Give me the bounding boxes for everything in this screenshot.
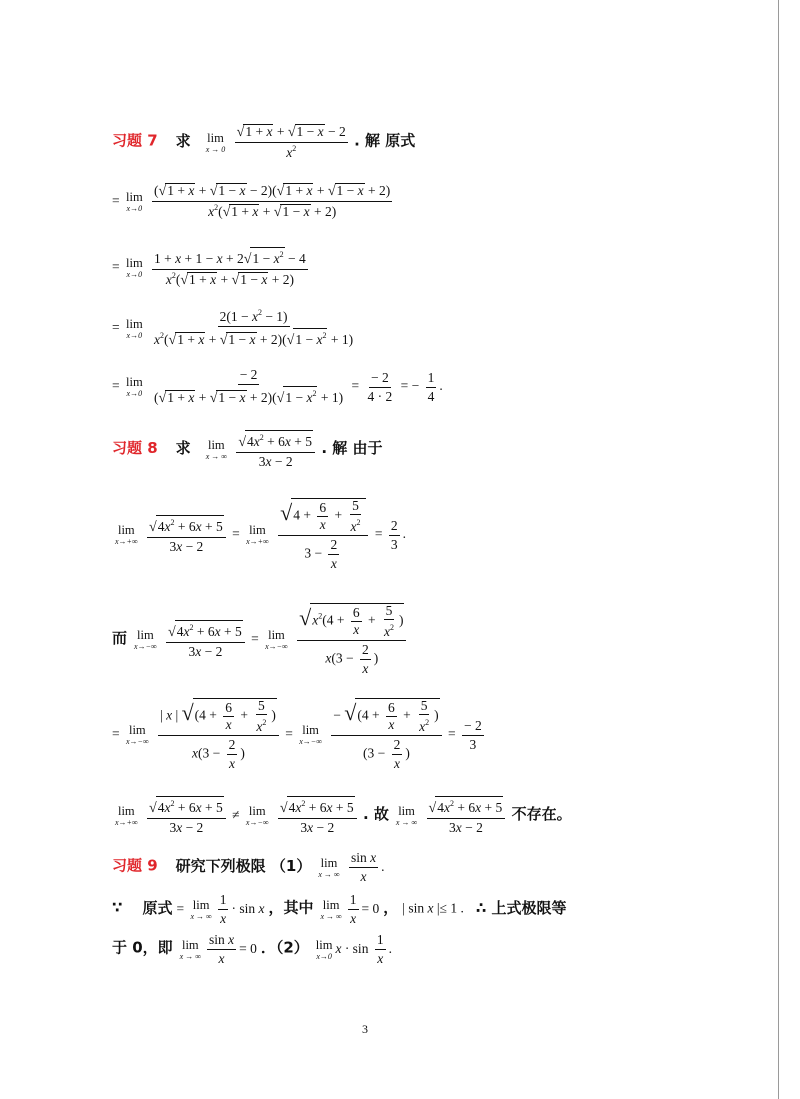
p9-therefore: ∴ 上式极限等 xyxy=(475,898,567,917)
problem-7-header: 习题 7 求 lim x → 0 $\frac{√1 + x + √1 - x - 2}{x^2}$ . 解 原式 xyxy=(112,124,416,160)
page-edge xyxy=(778,0,779,1099)
p9-yuanshi: 原式 xyxy=(142,898,173,917)
problem-7-label: 习题 7 xyxy=(112,131,158,150)
problem-8-after: . 解 由于 xyxy=(321,439,383,458)
p9-part2: ．（2） xyxy=(260,938,309,957)
p9-qizhong: ，其中 xyxy=(268,898,314,917)
problem-9-label: 习题 9 xyxy=(112,856,158,875)
p7-step-2: = lim x→0 $\frac{1 + x + 1 - x + 2√1 - x^2 - 4}{x^2(√1 + x + √1 - x + 2)}$ xyxy=(112,247,311,289)
p8-gu: . 故 xyxy=(362,805,389,824)
problem-8-label: 习题 8 xyxy=(112,439,158,458)
p9-because: ∵ xyxy=(112,898,123,917)
problem-8-header: 习题 8 求 lim x → ∞ $\frac{√4x^2 + 6x + 5}{3x - 2}$ . 解 由于 xyxy=(112,430,383,470)
p8-abs-step: = lim x→−∞ | x | √(4 + $\frac{6}{x}$ + $\frac{5}{x^2}$ ) x(3 − $\frac{2}{x}$ ) = lim x→−∞ − √(4 + $\frac{6}{x}$ + $\frac{5}{x^2}$ ) (3 − $\frac{2}{x}$ ) = $\frac{- 2}{3}$ xyxy=(112,698,482,771)
p7-step-1: = lim x→0 $\frac{(√1 + x + √1 - x - 2)(√1 + x + √1 - x + 2)}{x^2(√1 + x + √1 - x + 2)}$ xyxy=(112,183,391,220)
p7-step-3: = lim x→0 $\frac{2(1 - x^2 - 1)}{x^2(√1 + x + √1 - x + 2)(√1 - x^2 + 1)}$ xyxy=(112,308,354,348)
p8-conclusion: lim x→+∞ $\frac{√4x^2 + 6x + 5}{3x - 2}$ ≠ lim x→−∞ $\frac{√4x^2 + 6x + 5}{3x - 2}$ . 故 lim x → ∞ $\frac{√4x^2 + 6x + 5}{3x - 2}$ 不存在。 xyxy=(112,796,572,836)
p9-line-3: 于 0，即 lim x → ∞ $\frac{\text{sin x}}{x}$ = 0 ．（2） lim x→0 x · sin $\frac{1}{x}$ . xyxy=(112,932,392,966)
p8-not-exist: 不存在。 xyxy=(511,805,572,824)
problem-9-header: 习题 9 研究下列极限 （1） lim x → ∞ $\frac{\text{sin x}}{x}$ . xyxy=(112,850,385,884)
p8-plus-inf: lim x→+∞ $\frac{√4x^2 + 6x + 5}{3x - 2}$ = lim x→+∞ √4 + $\frac{6}{x}$ + $\frac{5}{x^2}$ 3 − $\frac{2}{x}$ = $\frac{2}{3}$ . xyxy=(115,498,406,571)
problem-9-title: 研究下列极限 （1） xyxy=(175,856,312,875)
p8-minus-inf: 而 lim x→−∞ $\frac{√4x^2 + 6x + 5}{3x - 2}$ = lim x→−∞ $√x^2(4$ + $\frac{6}{x}$ + $\frac{5}{x^2}$ ) x(3 − $\frac{2}{x}$ ) xyxy=(112,603,409,677)
problem-8-ask: 求 xyxy=(175,439,191,458)
p9-line-2: ∵ 原式 = lim x → ∞ $\frac{1}{x}$ · sin x ，其中 lim x → ∞ $\frac{1}{x}$ = 0 ， | sin x |≤ 1 . ∴ 上式极限等 xyxy=(112,892,567,926)
p9-line3a: 于 0，即 xyxy=(112,938,173,957)
p7-step-4: = lim x→0 $\frac{- 2}{(√1 + x + √1 - x + 2)(√1 - x^2 + 1)}$ = $\frac{- 2}{4 \cdot 2}$ = − $\frac{1}{4}$ . xyxy=(112,367,443,406)
p8-and: 而 xyxy=(112,629,128,648)
page-number: 3 xyxy=(362,1022,368,1036)
problem-7-after: . 解 原式 xyxy=(354,131,416,150)
problem-7-ask: 求 xyxy=(175,131,191,150)
